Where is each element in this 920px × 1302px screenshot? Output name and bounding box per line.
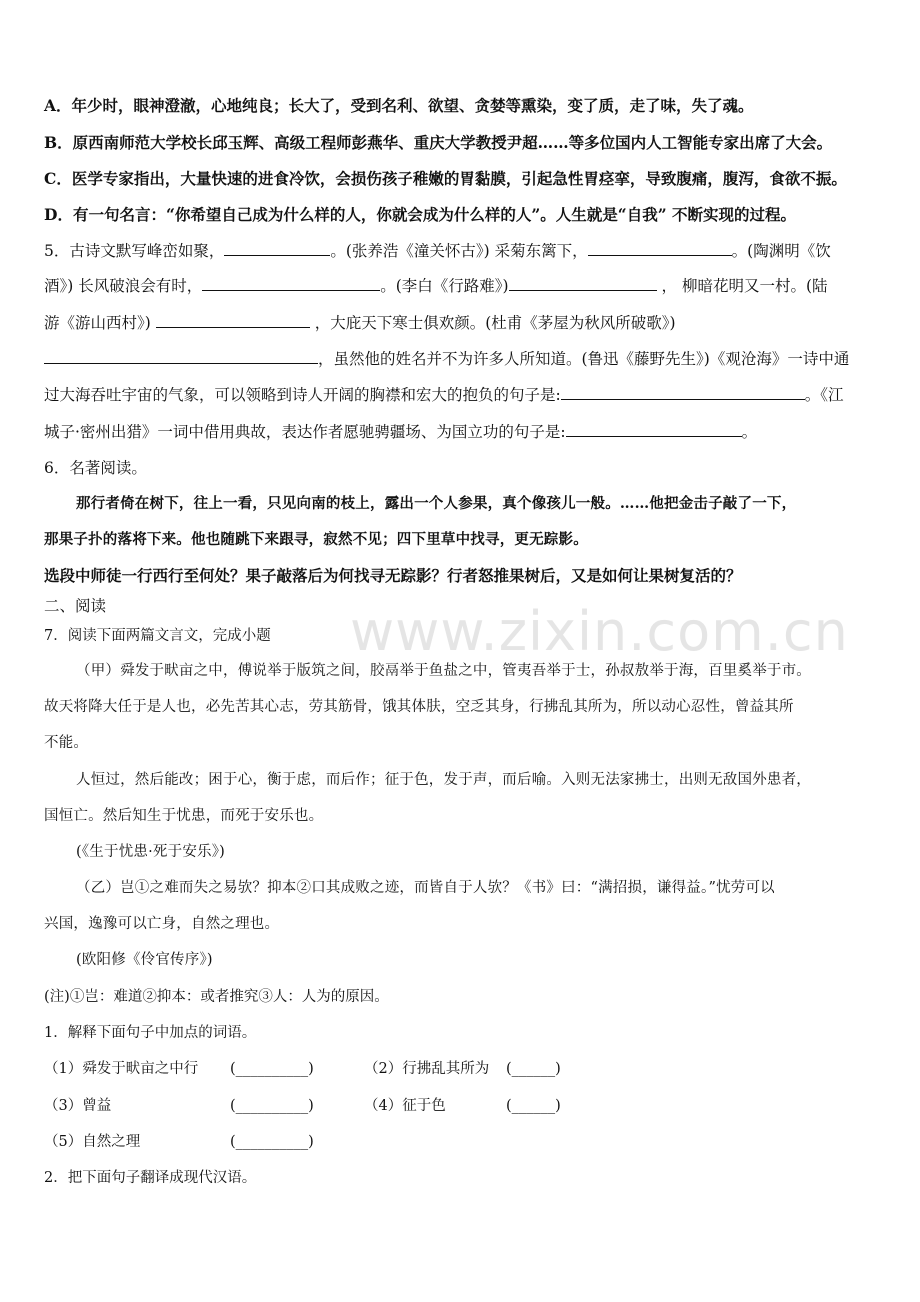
answer-blank[interactable] xyxy=(202,276,380,291)
q5-text: 。(张养浩《潼关怀古》) 采菊东篱下， xyxy=(330,242,588,260)
watermark: www.zixin.com.cn xyxy=(350,600,849,663)
item-label: （1）舜发于畎亩之中行 xyxy=(44,1061,199,1077)
answer-blank[interactable] xyxy=(588,241,732,256)
q6-title: 6．名著阅读。 xyxy=(44,459,147,477)
q5-text: 柳暗花明又一村。(陆 xyxy=(681,277,828,295)
option-a: A．年少时，眼神澄澈，心地纯良；长大了，受到名利、欲望、贪婪等熏染，变了质，走了味，失了魂。 xyxy=(44,96,754,115)
q5-text: ，虽然他的姓名并不为许多人所知道。(鲁迅《藤野先生》)《观沧海》一诗中通 xyxy=(318,350,850,368)
q5-line-2 xyxy=(44,276,880,296)
item-label: （3）曾益 xyxy=(44,1098,112,1114)
answer-blank[interactable]: (__________) xyxy=(230,1061,314,1077)
q5-text: ，大庇天下寒士俱欢颜。(杜甫《茅屋为秋风所破歌》) xyxy=(314,314,676,332)
answer-blank[interactable] xyxy=(156,313,310,328)
q5-text: 过大海吞吐宇宙的气象，可以领略到诗人开阔的胸襟和宏大的抱负的句子是: xyxy=(44,386,561,404)
item-label: （5）自然之理 xyxy=(44,1134,141,1150)
q5-text: 。《江 xyxy=(804,386,844,404)
annotation-note: (注)①岂：难道②抑本：或者推究③人：人为的原因。 xyxy=(44,989,389,1005)
yi-source: (欧阳修《伶官传序》) xyxy=(76,952,213,968)
q6-question: 选段中师徒一行西行至何处？果子敲落后为何找寻无踪影？行者怒推果树后，又是如何让果树复活的？ xyxy=(44,566,742,585)
q5-text: 。(李白《行路难》) xyxy=(380,277,509,295)
q5-text: 酒》) 长风破浪会有时， xyxy=(44,277,203,295)
jia-line-3: 不能。 xyxy=(44,735,89,751)
answer-blank[interactable] xyxy=(561,385,805,400)
q7-title: 7．阅读下面两篇文言文，完成小题 xyxy=(44,628,271,644)
jia-line-1: （甲）舜发于畎亩之中，傅说举于版筑之间，胶鬲举于鱼盐之中，管夷吾举于士，孙叔敖举于海，百里奚举于市。 xyxy=(76,663,811,679)
q5-text: ， xyxy=(661,277,678,295)
q5-line-3 xyxy=(44,313,880,333)
section-heading: 二、阅读 xyxy=(44,597,107,615)
sub-question-2: 2．把下面句子翻译成现代汉语。 xyxy=(44,1170,257,1186)
q5-line-4 xyxy=(44,349,880,369)
answer-blank[interactable]: (______) xyxy=(506,1061,561,1077)
item-label: （4）征于色 xyxy=(364,1098,446,1114)
sub-question-1: 1．解释下面句子中加点的词语。 xyxy=(44,1025,257,1041)
option-c: C．医学专家指出，大量快速的进食冷饮，会损伤孩子稚嫩的胃黏膜，引起急性胃痉挛，导致腹痛，腹泻，食欲不振。 xyxy=(44,169,847,188)
q5-text: 。 xyxy=(741,423,758,441)
yi-line-2: 兴国，逸豫可以亡身，自然之理也。 xyxy=(44,916,280,932)
answer-blank[interactable]: (__________) xyxy=(230,1098,314,1114)
q5-line-1 xyxy=(44,241,880,261)
q5-text: 游《游山西村》) xyxy=(44,314,151,332)
q5-text: 。(陶渊明《饮 xyxy=(731,242,831,260)
option-d: D．有一句名言：“你希望自己成为什么样的人，你就会成为什么样的人”。人生就是“自我” 不断实现的过程。 xyxy=(44,205,797,224)
q5-text: 城子·密州出猎》一词中借用典故，表达作者愿驰骋疆场、为国立功的句子是: xyxy=(44,423,566,441)
option-b: B．原西南师范大学校长邱玉辉、高级工程师彭燕华、重庆大学教授尹超……等多位国内人工智能专家出席了大会。 xyxy=(44,133,833,152)
answer-blank[interactable]: (__________) xyxy=(230,1134,314,1150)
answer-blank[interactable] xyxy=(224,241,330,256)
q5-line-5 xyxy=(44,385,880,405)
yi-line-1: （乙）岂①之难而失之易欤？抑本②口其成败之迹，而皆自于人欤？《书》曰：“满招损，谦得益。”忧劳可以 xyxy=(76,880,775,896)
jia-source: (《生于忧患·死于安乐》) xyxy=(76,844,226,860)
jia-line-4: 人恒过，然后能改；困于心，衡于虑，而后作；征于色，发于声，而后喻。入则无法家拂士，出则无敌国外患者， xyxy=(76,772,811,788)
answer-blank[interactable] xyxy=(44,349,318,364)
q6-passage-line-1: 那行者倚在树下，往上一看，只见向南的枝上，露出一个人参果，真个像孩儿一般。……他把金击子敲了一下， xyxy=(76,495,797,512)
answer-blank[interactable] xyxy=(509,276,657,291)
q5-text: 5．古诗文默写峰峦如聚， xyxy=(44,242,225,260)
jia-line-2: 故天将降大任于是人也，必先苦其心志，劳其筋骨，饿其体肤，空乏其身，行拂乱其所为，所以动心忍性，曾益其所 xyxy=(44,699,794,715)
answer-blank[interactable] xyxy=(566,422,742,437)
item-label: （2）行拂乱其所为 xyxy=(364,1061,490,1077)
q5-line-6 xyxy=(44,422,880,442)
answer-blank[interactable]: (______) xyxy=(506,1098,561,1114)
q6-passage-line-2: 那果子扑的落将下来。他也随跳下来跟寻，寂然不见；四下里草中找寻，更无踪影。 xyxy=(44,531,588,548)
jia-line-5: 国恒亡。然后知生于忧患，而死于安乐也。 xyxy=(44,808,324,824)
